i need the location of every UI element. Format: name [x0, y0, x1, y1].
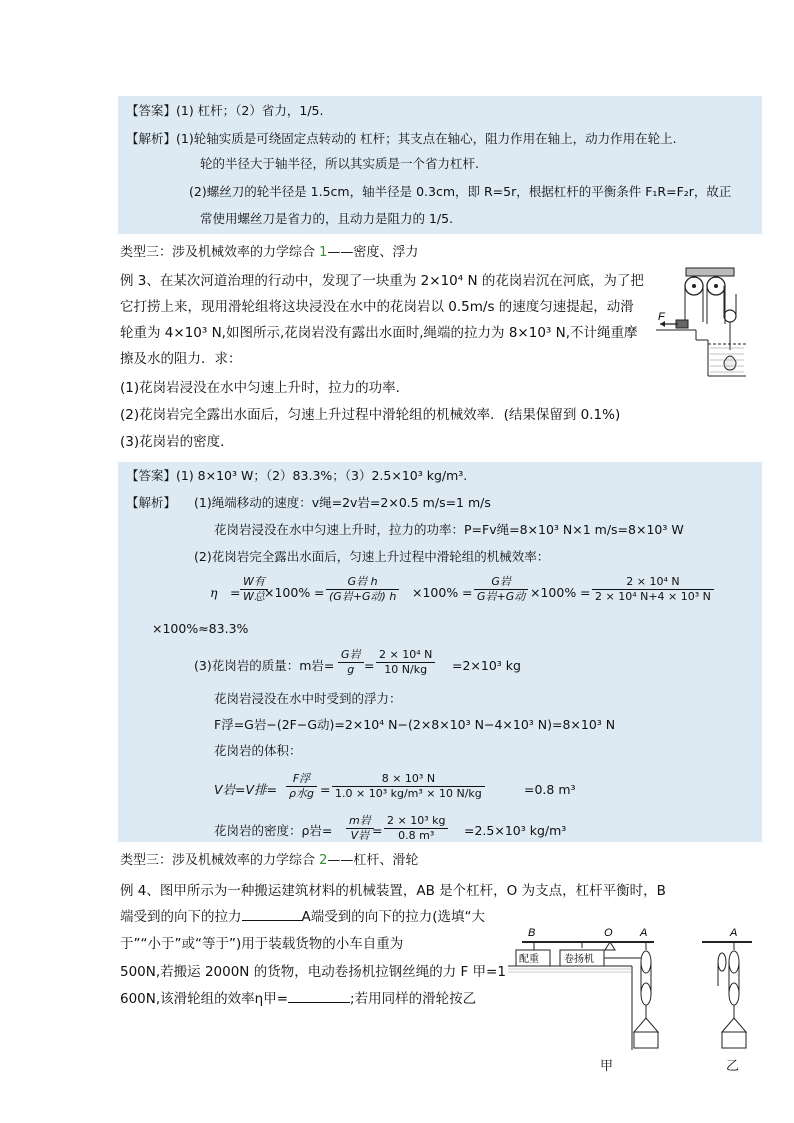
example4-line2b: A端受到的向下的拉力(选填“大: [301, 909, 485, 925]
times100-2: ×100%: [412, 585, 459, 600]
analysis-a6: F浮=G岩−(2F−G动)=2×10⁴ N−(2×8×10³ N−4×10³ N)=8×10³ N: [214, 717, 616, 732]
frac-mass-num: G岩: [338, 648, 364, 663]
frac-gh-den: (G岩+G动) h: [329, 590, 397, 603]
analysis-a3: (2)花岗岩完全露出水面后，匀速上升过程中滑轮组的机械效率：: [194, 549, 550, 564]
frac-density-numeric-num: 2 × 10³ kg: [384, 814, 448, 829]
analysis-a2: 花岗岩浸没在水中匀速上升时，拉力的功率：P=Fv绳=8×10³ N×1 m/s=8×10³ W: [214, 522, 684, 537]
fraction-volume-numeric: [332, 772, 485, 801]
section-heading-2-prefix: 类型三：涉及机械效率的力学综合: [120, 853, 320, 868]
figure-caption-yi: 乙: [726, 1059, 740, 1074]
section-heading-2-suffix: ——杠杆、滑轮: [327, 853, 419, 868]
analysis-label: 【解析】: [126, 495, 177, 510]
fig-label-A: A: [640, 927, 648, 939]
frac-g-num: G岩: [474, 575, 528, 590]
frac-volume-num: F浮: [286, 772, 317, 787]
example3-line4: 擦及水的阻力．求：: [120, 351, 242, 367]
fraction-density-numeric: [384, 814, 448, 842]
section-heading-1-prefix: 类型三：涉及机械效率的力学综合: [120, 245, 320, 260]
frac-density-numeric-den: 0.8 m³: [398, 829, 435, 842]
example3-q3: (3)花岗岩的密度．: [120, 434, 234, 450]
example3-q2: (2)花岗岩完全露出水面后，匀速上升过程中滑轮组的机械效率．(结果保留到 0.1%): [120, 407, 621, 423]
example3-line2: 它打捞上来，现用滑轮组将这块浸没在水中的花岗岩以 0.5m/s 的速度匀速提起，动滑: [120, 299, 634, 315]
example4-line2: [120, 906, 485, 928]
eq-sign-2: =: [314, 585, 325, 600]
analysis-2b: 常使用螺丝刀是省力的，且动力是阻力的 1/5.: [200, 211, 454, 226]
frac-mass-numeric-den: 10 N/kg: [384, 663, 428, 676]
fig-counterweight-label: 配重: [519, 954, 539, 965]
analysis-1a: 【解析】(1)轮轴实质是可绕固定点转动的 杠杆；其支点在轴心，阻力作用在轴上，动力作用在轮上.: [126, 131, 677, 146]
example4-line5: [120, 988, 476, 1010]
analysis-1b: 轮的半径大于轴半径，所以其实质是一个省力杠杆.: [200, 156, 479, 171]
fig-label-O: O: [604, 927, 613, 939]
frac-numeric-den: 2 × 10⁴ N+4 × 10³ N: [595, 590, 711, 603]
lever-pulley-figure-jia: [508, 924, 668, 1054]
analysis-a1: (1)绳端移动的速度：v绳=2v岩=2×0.5 m/s=1 m/s: [194, 495, 491, 510]
eq-sign-6: =: [320, 782, 331, 797]
frac-density-num: m岩: [346, 814, 374, 829]
example4-line5a: 600N,该滑轮组的效率η甲=: [120, 991, 289, 1007]
eq-sign-3: =: [462, 585, 473, 600]
eta-symbol: η: [210, 585, 218, 600]
fraction-mass-numeric: [376, 648, 435, 677]
frac-volume-numeric-num: 8 × 10³ N: [332, 772, 485, 787]
eq-sign-4: =: [580, 585, 591, 600]
answer-blank-1[interactable]: [242, 920, 302, 921]
frac-numeric-num: 2 × 10⁴ N: [592, 575, 714, 590]
fraction-numeric: [592, 575, 714, 604]
frac-density-den: V岩: [350, 829, 370, 842]
analysis-a7: 花岗岩的体积：: [214, 743, 302, 758]
example3-line1: 例 3、在某次河道治理的行动中，发现了一块重为 2×10⁴ N 的花岗岩沉在河底，为了把: [120, 273, 644, 289]
frac-gh-num: G岩 h: [326, 575, 399, 590]
frac-volume-den: ρ水g: [289, 787, 314, 800]
section-heading-2-num: 2: [319, 853, 328, 868]
analysis-cont: ×100%≈83.3%: [152, 621, 249, 636]
volume-result: =0.8 m³: [524, 782, 576, 797]
analysis-a4: (3)花岗岩的质量：m岩=: [194, 658, 335, 673]
frac-mass-numeric-num: 2 × 10⁴ N: [376, 648, 435, 663]
mass-result: =2×10³ kg: [452, 658, 521, 673]
section-heading-1: [120, 244, 418, 262]
fraction-g: [474, 575, 528, 604]
fraction-volume: [286, 772, 317, 801]
analysis-2a: (2)螺丝刀的轮半径是 1.5cm，轴半径是 0.3cm，即 R=5r，根据杠杆的平衡条件 F₁R=F₂r，故正: [189, 184, 732, 199]
analysis-a5: 花岗岩浸没在水中时受到的浮力：: [214, 691, 402, 706]
eq-sign-5: =: [364, 658, 375, 673]
frac-w-num: W有: [240, 575, 268, 590]
section-heading-1-suffix: ——密度、浮力: [327, 245, 419, 260]
frac-mass-den: g: [347, 663, 355, 676]
figure-caption-jia: 甲: [600, 1059, 614, 1074]
example3-q1: (1)花岗岩浸没在水中匀速上升时，拉力的功率．: [120, 380, 410, 396]
eq-sign-7: =: [372, 823, 383, 838]
frac-volume-numeric-den: 1.0 × 10³ kg/m³ × 10 N/kg: [335, 787, 482, 800]
fig-label-A2: A: [730, 927, 738, 939]
section-heading-1-num: 1: [319, 245, 328, 260]
force-label-F: F: [658, 311, 665, 323]
example3-line3: 轮重为 4×10³ N,如图所示,花岗岩没有露出水面时,绳端的拉力为 8×10³ N,不计绳重摩: [120, 325, 638, 341]
pulley-figure-yi: [696, 924, 766, 1054]
example4-line2a: 端受到的向下的拉力: [120, 909, 242, 925]
fraction-gh: [326, 575, 399, 604]
eq-sign-1: =: [230, 585, 241, 600]
times100-3: ×100%: [530, 585, 577, 600]
answer-blank-2[interactable]: [288, 1002, 350, 1003]
example4-line1: 例 4、图甲所示为一种搬运建筑材料的机械装置，AB 是个杠杆，O 为支点，杠杆平衡时，B: [120, 883, 666, 899]
example4-line5b: ;若用同样的滑轮按乙: [350, 991, 477, 1007]
pulley-figure-ex3: [656, 264, 748, 380]
fraction-mass: [338, 648, 364, 677]
example4-line4: 500N,若搬运 2000N 的货物，电动卷扬机拉钢丝绳的力 F 甲=1: [120, 964, 506, 980]
fig-winch-label: 卷扬机: [564, 954, 594, 965]
analysis-a8-left: V岩=V排=: [214, 782, 278, 797]
section-heading-2: [120, 852, 418, 870]
example4-line3: 于”“小于”或“等于”)用于装载货物的小车自重为: [120, 936, 404, 952]
analysis-a9: 花岗岩的密度：ρ岩=: [214, 823, 333, 838]
fraction-density: [346, 814, 374, 842]
frac-w-den: W总: [243, 590, 265, 603]
times100-1: ×100%: [264, 585, 311, 600]
frac-g-den: G岩+G动: [477, 590, 526, 603]
answer-1: 【答案】(1) 杠杆；（2）省力，1/5.: [126, 103, 324, 118]
answer-2: 【答案】(1) 8×10³ W；（2）83.3%；（3）2.5×10³ kg/m³.: [126, 468, 468, 483]
fig-label-B: B: [528, 927, 536, 939]
density-result: =2.5×10³ kg/m³: [464, 823, 567, 838]
density-clip: [118, 812, 762, 842]
